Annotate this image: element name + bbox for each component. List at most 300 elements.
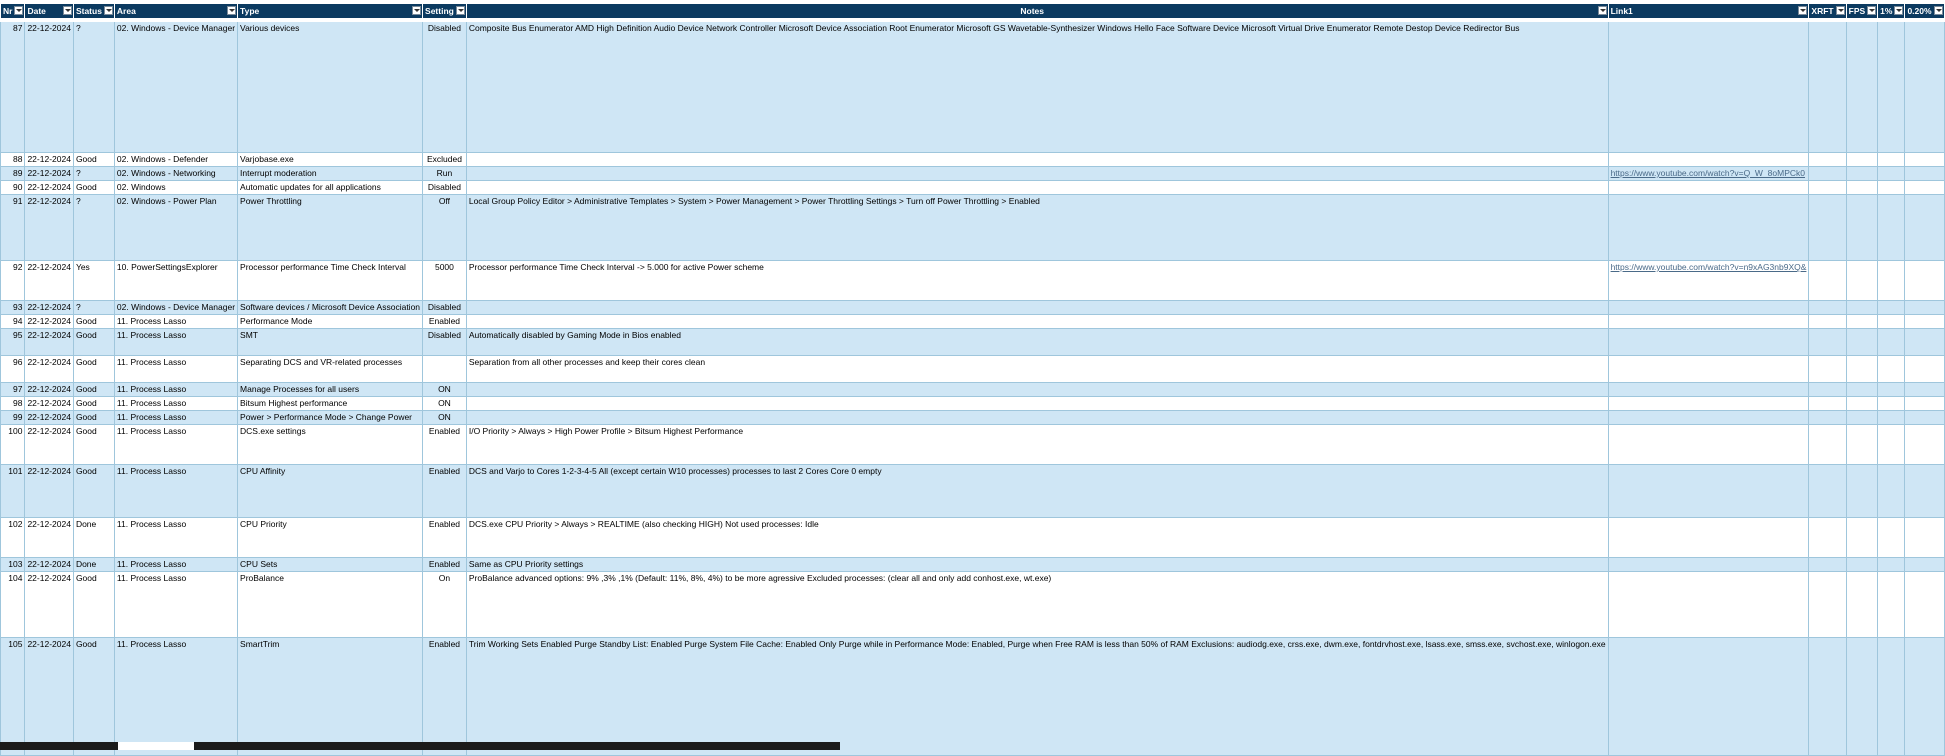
header-type[interactable]: Type (238, 4, 423, 19)
cell-nr[interactable] (1, 383, 25, 397)
cell-type[interactable] (238, 261, 423, 301)
cell-setting[interactable] (423, 465, 467, 518)
cell-fps[interactable] (1846, 167, 1878, 181)
filter-dropdown-icon[interactable] (456, 6, 465, 15)
cell-020pct[interactable] (1905, 558, 1944, 572)
cell-020pct[interactable] (1905, 638, 1944, 756)
cell-020pct[interactable] (1905, 22, 1944, 153)
cell-020pct[interactable] (1905, 397, 1944, 411)
cell-1pct[interactable] (1878, 383, 1905, 397)
cell-link1[interactable] (1608, 638, 1809, 756)
cell-1pct[interactable] (1878, 411, 1905, 425)
cell-1pct[interactable] (1878, 329, 1905, 356)
cell-area[interactable] (114, 195, 237, 261)
cell-type[interactable] (238, 558, 423, 572)
cell-setting[interactable] (423, 301, 467, 315)
cell-status[interactable] (73, 465, 114, 518)
cell-fps[interactable] (1846, 572, 1878, 638)
cell-notes[interactable] (466, 153, 1608, 167)
cell-1pct[interactable] (1878, 465, 1905, 518)
filter-dropdown-icon[interactable] (1867, 6, 1876, 15)
table-row (1, 411, 1945, 425)
cell-setting[interactable] (423, 153, 467, 167)
cell-020pct[interactable] (1905, 425, 1944, 465)
cell-type[interactable] (238, 22, 423, 153)
cell-status[interactable] (73, 425, 114, 465)
cell-setting-text: Off (438, 196, 451, 206)
cell-fps[interactable] (1846, 425, 1878, 465)
cell-fps[interactable] (1846, 356, 1878, 383)
cell-date-text: 22-12-2024 (27, 559, 71, 569)
cell-xrft[interactable] (1809, 301, 1846, 315)
header-fps[interactable]: FPS (1846, 4, 1878, 19)
cell-setting[interactable] (423, 195, 467, 261)
cell-nr-text: 102 (8, 519, 23, 529)
cell-area[interactable] (114, 22, 237, 153)
header-1pct[interactable]: 1% (1878, 4, 1905, 19)
cell-020pct[interactable] (1905, 261, 1944, 301)
cell-1pct[interactable] (1878, 315, 1905, 329)
cell-status-text: Done (75, 519, 97, 529)
cell-date-text: 22-12-2024 (27, 23, 71, 33)
cell-xrft[interactable] (1809, 195, 1846, 261)
cell-nr[interactable] (1, 261, 25, 301)
cell-link1[interactable] (1608, 153, 1809, 167)
cell-area[interactable] (114, 518, 237, 558)
cell-notes-text: Processor performance Time Check Interval -> 5.000 for active Power scheme (468, 262, 764, 272)
cell-area[interactable] (114, 301, 237, 315)
sheet-tab[interactable] (0, 742, 118, 750)
cell-date[interactable] (25, 425, 73, 465)
cell-link1-text[interactable]: https://www.youtube.com/watch?v=Q_W_8oMPCk0 (1610, 168, 1805, 178)
cell-fps[interactable] (1846, 518, 1878, 558)
cell-fps[interactable] (1846, 261, 1878, 301)
header-date[interactable]: Date (25, 4, 73, 19)
cell-link1[interactable] (1608, 315, 1809, 329)
cell-status[interactable] (73, 638, 114, 756)
cell-link1[interactable] (1608, 329, 1809, 356)
cell-status[interactable] (73, 195, 114, 261)
cell-setting[interactable] (423, 181, 467, 195)
cell-1pct[interactable] (1878, 167, 1905, 181)
cell-xrft[interactable] (1809, 558, 1846, 572)
cell-fps[interactable] (1846, 465, 1878, 518)
cell-nr[interactable] (1, 465, 25, 518)
cell-setting[interactable] (423, 518, 467, 558)
cell-date[interactable] (25, 638, 73, 756)
cell-1pct[interactable] (1878, 181, 1905, 195)
cell-nr-text: 87 (12, 23, 23, 33)
cell-status[interactable] (73, 518, 114, 558)
cell-nr[interactable] (1, 558, 25, 572)
cell-link1[interactable] (1608, 425, 1809, 465)
cell-date[interactable] (25, 22, 73, 153)
cell-notes[interactable] (466, 558, 1608, 572)
cell-status[interactable] (73, 315, 114, 329)
cell-setting[interactable] (423, 638, 467, 756)
sheet-tab-bar (0, 742, 840, 750)
cell-date[interactable] (25, 411, 73, 425)
cell-fps[interactable] (1846, 411, 1878, 425)
cell-area[interactable] (114, 425, 237, 465)
cell-notes[interactable] (466, 315, 1608, 329)
cell-1pct[interactable] (1878, 638, 1905, 756)
table-row (1, 261, 1945, 301)
cell-1pct[interactable] (1878, 195, 1905, 261)
header-row (1, 4, 1945, 19)
cell-date-text: 22-12-2024 (27, 196, 71, 206)
cell-area-text: 11. Process Lasso (116, 466, 187, 476)
cell-type[interactable] (238, 518, 423, 558)
header-link1[interactable]: Link1 (1608, 4, 1809, 19)
cell-notes[interactable] (466, 181, 1608, 195)
header-status[interactable]: Status (73, 4, 114, 19)
cell-setting[interactable] (423, 383, 467, 397)
cell-xrft[interactable] (1809, 638, 1846, 756)
cell-link1[interactable] (1608, 572, 1809, 638)
cell-status-text: Good (75, 154, 97, 164)
cell-setting[interactable] (423, 167, 467, 181)
cell-1pct[interactable] (1878, 22, 1905, 153)
cell-area[interactable] (114, 383, 237, 397)
cell-1pct[interactable] (1878, 518, 1905, 558)
cell-setting[interactable] (423, 411, 467, 425)
cell-nr[interactable] (1, 572, 25, 638)
cell-area[interactable] (114, 356, 237, 383)
cell-nr-text: 94 (12, 316, 23, 326)
cell-setting[interactable] (423, 356, 467, 383)
cell-date[interactable] (25, 465, 73, 518)
filter-dropdown-icon[interactable] (1894, 6, 1903, 15)
filter-dropdown-icon[interactable] (227, 6, 236, 15)
cell-status[interactable] (73, 167, 114, 181)
cell-notes[interactable] (466, 397, 1608, 411)
cell-fps[interactable] (1846, 558, 1878, 572)
table-row (1, 356, 1945, 383)
cell-1pct[interactable] (1878, 356, 1905, 383)
cell-area[interactable] (114, 181, 237, 195)
cell-notes[interactable] (466, 638, 1608, 756)
cell-notes-text: Composite Bus Enumerator AMD High Definition Audio Device Network Controller Microsoft Device Association Root Enumerator Microsoft GS Wavetable-Synthesizer Windows Hello Face Software Device Microsoft Virtual Drive Enumerator Remote Destop Device Redirector Bus (468, 23, 1520, 33)
cell-status[interactable] (73, 572, 114, 638)
cell-type[interactable] (238, 153, 423, 167)
cell-nr[interactable] (1, 167, 25, 181)
filter-dropdown-icon[interactable] (412, 6, 421, 15)
cell-xrft[interactable] (1809, 518, 1846, 558)
cell-1pct[interactable] (1878, 397, 1905, 411)
filter-dropdown-icon[interactable] (1836, 6, 1845, 15)
cell-fps[interactable] (1846, 315, 1878, 329)
cell-area[interactable] (114, 465, 237, 518)
cell-nr[interactable] (1, 195, 25, 261)
cell-area[interactable] (114, 153, 237, 167)
cell-type[interactable] (238, 301, 423, 315)
cell-020pct[interactable] (1905, 301, 1944, 315)
cell-type[interactable] (238, 356, 423, 383)
cell-status[interactable] (73, 153, 114, 167)
cell-020pct[interactable] (1905, 167, 1944, 181)
cell-notes[interactable] (466, 195, 1608, 261)
cell-type[interactable] (238, 167, 423, 181)
cell-020pct[interactable] (1905, 181, 1944, 195)
cell-date[interactable] (25, 356, 73, 383)
cell-xrft[interactable] (1809, 383, 1846, 397)
cell-date[interactable] (25, 195, 73, 261)
cell-link1[interactable] (1608, 411, 1809, 425)
cell-notes[interactable] (466, 518, 1608, 558)
cell-notes[interactable] (466, 22, 1608, 153)
cell-area-text: 11. Process Lasso (116, 426, 187, 436)
cell-notes[interactable] (466, 329, 1608, 356)
cell-link1[interactable] (1608, 518, 1809, 558)
cell-fps[interactable] (1846, 153, 1878, 167)
cell-nr[interactable] (1, 301, 25, 315)
cell-notes[interactable] (466, 465, 1608, 518)
cell-nr[interactable] (1, 153, 25, 167)
cell-nr[interactable] (1, 411, 25, 425)
cell-1pct[interactable] (1878, 301, 1905, 315)
cell-link1[interactable] (1608, 301, 1809, 315)
cell-area[interactable] (114, 315, 237, 329)
cell-nr[interactable] (1, 315, 25, 329)
filter-dropdown-icon[interactable] (14, 6, 23, 15)
cell-020pct[interactable] (1905, 572, 1944, 638)
cell-type[interactable] (238, 397, 423, 411)
cell-fps[interactable] (1846, 383, 1878, 397)
cell-type[interactable] (238, 638, 423, 756)
cell-status[interactable] (73, 383, 114, 397)
table-row (1, 558, 1945, 572)
cell-status[interactable] (73, 558, 114, 572)
cell-link1[interactable] (1608, 558, 1809, 572)
cell-fps[interactable] (1846, 329, 1878, 356)
cell-date[interactable] (25, 301, 73, 315)
filter-dropdown-icon[interactable] (1598, 6, 1607, 15)
cell-status[interactable] (73, 181, 114, 195)
horizontal-scrollbar[interactable] (194, 742, 840, 750)
cell-notes[interactable] (466, 261, 1608, 301)
cell-date[interactable] (25, 153, 73, 167)
table-row (1, 383, 1945, 397)
cell-status[interactable] (73, 356, 114, 383)
cell-date-text: 22-12-2024 (27, 639, 71, 649)
filter-dropdown-icon[interactable] (104, 6, 113, 15)
cell-xrft[interactable] (1809, 356, 1846, 383)
cell-area[interactable] (114, 558, 237, 572)
cell-setting-text: Enabled (428, 559, 461, 569)
cell-xrft[interactable] (1809, 411, 1846, 425)
cell-020pct[interactable] (1905, 465, 1944, 518)
cell-status[interactable] (73, 22, 114, 153)
cell-1pct[interactable] (1878, 261, 1905, 301)
cell-020pct[interactable] (1905, 329, 1944, 356)
cell-020pct[interactable] (1905, 518, 1944, 558)
cell-type[interactable] (238, 411, 423, 425)
cell-notes[interactable] (466, 356, 1608, 383)
cell-area[interactable] (114, 397, 237, 411)
cell-area[interactable] (114, 329, 237, 356)
cell-fps[interactable] (1846, 181, 1878, 195)
cell-nr[interactable] (1, 22, 25, 153)
cell-notes[interactable] (466, 572, 1608, 638)
cell-020pct[interactable] (1905, 383, 1944, 397)
cell-link1[interactable] (1608, 181, 1809, 195)
cell-setting-text: ON (438, 398, 451, 408)
cell-type[interactable] (238, 315, 423, 329)
cell-1pct[interactable] (1878, 153, 1905, 167)
cell-date[interactable] (25, 181, 73, 195)
cell-type-text: Software devices / Microsoft Device Association (240, 302, 421, 312)
cell-date-text: 22-12-2024 (27, 357, 71, 367)
cell-xrft[interactable] (1809, 167, 1846, 181)
cell-date[interactable] (25, 383, 73, 397)
filter-dropdown-icon[interactable] (1934, 6, 1943, 15)
cell-xrft[interactable] (1809, 572, 1846, 638)
cell-type[interactable] (238, 425, 423, 465)
cell-area-text: 11. Process Lasso (116, 519, 187, 529)
cell-link1[interactable] (1608, 397, 1809, 411)
cell-notes-text: Same as CPU Priority settings (468, 559, 584, 569)
header-setting[interactable]: Setting (423, 4, 467, 19)
cell-notes-text: Trim Working Sets Enabled Purge Standby List: Enabled Purge System File Cache: Enabled Only Purge while in Performance Mode: Enabled, Purge when Free RAM is less than 50% of RAM Exclusions: audiodg.exe, crss.exe, dwm.exe, fontdrvhost.exe, lsass.exe, smss.exe, svchost.exe, winlogon.exe (468, 639, 1606, 649)
cell-link1[interactable] (1608, 465, 1809, 518)
cell-xrft[interactable] (1809, 397, 1846, 411)
cell-status[interactable] (73, 261, 114, 301)
cell-nr-text: 104 (8, 573, 23, 583)
cell-1pct[interactable] (1878, 558, 1905, 572)
cell-notes[interactable] (466, 425, 1608, 465)
cell-nr[interactable] (1, 397, 25, 411)
cell-link1[interactable] (1608, 167, 1809, 181)
cell-date[interactable] (25, 397, 73, 411)
cell-nr-text: 93 (12, 302, 23, 312)
cell-area[interactable] (114, 411, 237, 425)
cell-fps[interactable] (1846, 195, 1878, 261)
cell-setting-text: Enabled (428, 639, 461, 649)
header-notes[interactable]: Notes (466, 4, 1608, 19)
header-020pct[interactable]: 0.20% (1905, 4, 1944, 19)
cell-xrft[interactable] (1809, 465, 1846, 518)
cell-xrft[interactable] (1809, 425, 1846, 465)
cell-fps[interactable] (1846, 22, 1878, 153)
cell-nr[interactable] (1, 425, 25, 465)
cell-notes-text: DCS and Varjo to Cores 1-2-3-4-5 All (except certain W10 processes) processes to last 2 Cores Core 0 empty (468, 466, 882, 476)
cell-setting[interactable] (423, 558, 467, 572)
cell-setting[interactable] (423, 261, 467, 301)
table-row (1, 638, 1945, 756)
cell-status[interactable] (73, 397, 114, 411)
cell-type[interactable] (238, 572, 423, 638)
cell-020pct[interactable] (1905, 315, 1944, 329)
cell-link1[interactable] (1608, 383, 1809, 397)
cell-setting[interactable] (423, 425, 467, 465)
filter-dropdown-icon[interactable] (63, 6, 72, 15)
cell-type-text: SmartTrim (240, 639, 280, 649)
cell-020pct[interactable] (1905, 195, 1944, 261)
cell-area-text: 11. Process Lasso (116, 412, 187, 422)
cell-type[interactable] (238, 383, 423, 397)
cell-link1[interactable] (1608, 261, 1809, 301)
cell-area[interactable] (114, 167, 237, 181)
cell-notes[interactable] (466, 301, 1608, 315)
cell-date[interactable] (25, 558, 73, 572)
cell-area[interactable] (114, 261, 237, 301)
header-xrft[interactable]: XRFT (1809, 4, 1846, 19)
cell-date[interactable] (25, 518, 73, 558)
cell-nr[interactable] (1, 518, 25, 558)
cell-type[interactable] (238, 465, 423, 518)
cell-setting[interactable] (423, 315, 467, 329)
cell-status[interactable] (73, 411, 114, 425)
cell-area[interactable] (114, 572, 237, 638)
cell-status-text: ? (75, 302, 81, 312)
cell-date-text: 22-12-2024 (27, 573, 71, 583)
cell-date-text: 22-12-2024 (27, 519, 71, 529)
cell-date[interactable] (25, 329, 73, 356)
filter-dropdown-icon[interactable] (1798, 6, 1807, 15)
cell-setting[interactable] (423, 397, 467, 411)
cell-notes[interactable] (466, 167, 1608, 181)
cell-type[interactable] (238, 329, 423, 356)
cell-020pct[interactable] (1905, 411, 1944, 425)
cell-setting[interactable] (423, 329, 467, 356)
cell-nr[interactable] (1, 329, 25, 356)
cell-link1[interactable] (1608, 22, 1809, 153)
cell-fps[interactable] (1846, 397, 1878, 411)
cell-xrft[interactable] (1809, 153, 1846, 167)
cell-link1[interactable] (1608, 356, 1809, 383)
cell-date[interactable] (25, 315, 73, 329)
cell-date-text: 22-12-2024 (27, 302, 71, 312)
cell-setting[interactable] (423, 22, 467, 153)
header-nr[interactable]: Nr (1, 4, 25, 19)
cell-status[interactable] (73, 329, 114, 356)
cell-type-text: Power > Performance Mode > Change Power (240, 412, 413, 422)
cell-type-text: Processor performance Time Check Interval (240, 262, 406, 272)
cell-status[interactable] (73, 301, 114, 315)
cell-xrft[interactable] (1809, 22, 1846, 153)
cell-type-text: Interrupt moderation (240, 168, 317, 178)
cell-1pct[interactable] (1878, 572, 1905, 638)
cell-date[interactable] (25, 572, 73, 638)
cell-fps[interactable] (1846, 301, 1878, 315)
cell-area[interactable] (114, 638, 237, 756)
cell-020pct[interactable] (1905, 356, 1944, 383)
cell-nr[interactable] (1, 356, 25, 383)
cell-notes[interactable] (466, 383, 1608, 397)
cell-1pct[interactable] (1878, 425, 1905, 465)
cell-nr[interactable] (1, 181, 25, 195)
data-table (0, 6, 1945, 756)
cell-nr[interactable] (1, 638, 25, 756)
cell-xrft[interactable] (1809, 315, 1846, 329)
cell-xrft[interactable] (1809, 181, 1846, 195)
cell-type[interactable] (238, 181, 423, 195)
cell-fps[interactable] (1846, 638, 1878, 756)
cell-xrft[interactable] (1809, 261, 1846, 301)
cell-setting[interactable] (423, 572, 467, 638)
cell-date[interactable] (25, 261, 73, 301)
cell-link1-text[interactable]: https://www.youtube.com/watch?v=n9xAG3nb9XQ& (1610, 262, 1807, 272)
cell-notes[interactable] (466, 411, 1608, 425)
cell-020pct[interactable] (1905, 153, 1944, 167)
cell-link1[interactable] (1608, 195, 1809, 261)
cell-status-text: Yes (75, 262, 90, 272)
cell-date[interactable] (25, 167, 73, 181)
cell-xrft[interactable] (1809, 329, 1846, 356)
header-area[interactable]: Area (114, 4, 237, 19)
cell-type[interactable] (238, 195, 423, 261)
